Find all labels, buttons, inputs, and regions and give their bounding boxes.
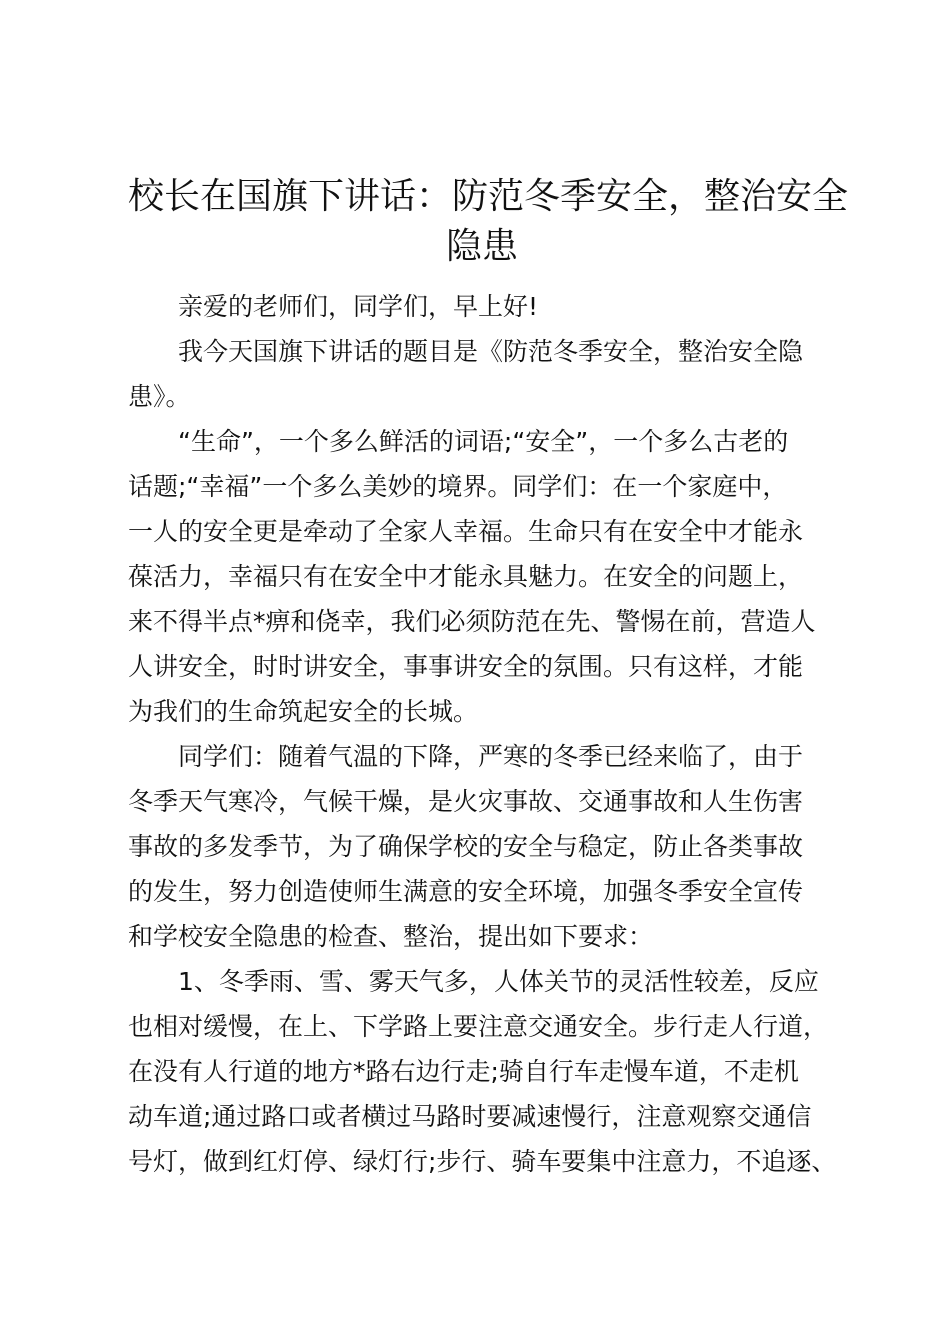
text-line: 冬季天气寒冷，气候干燥，是火灾事故、交通事故和人生伤害 [128,787,804,816]
text-line: “生命”，一个多么鲜活的词语;“安全”，一个多么古老的 [178,427,789,456]
paragraph-winter [128,734,836,959]
text-line: 事故的多发季节，为了确保学校的安全与稳定，防止各类事故 [128,832,804,861]
text-line: 我今天国旗下讲话的题目是《防范冬季安全，整治安全隐 [178,337,804,366]
text-line: 葆活力，幸福只有在安全中才能永具魅力。在安全的问题上， [128,562,804,591]
document-page [128,172,849,1184]
paragraph-requirement-1 [128,959,836,1184]
text-line: 的发生，努力创造使师生满意的安全环境，加强冬季安全宣传 [128,877,804,906]
text-line: 在没有人行道的地方*路右边行走;骑自行车走慢车道，不走机 [128,1057,799,1086]
title-line: 校长在国旗下讲话：防范冬季安全，整治安全 [128,176,849,217]
text-line: 话题;“幸福”一个多么美妙的境界。同学们：在一个家庭中， [128,472,788,501]
title-line: 隐患 [445,226,518,267]
paragraph-life-safety [128,419,836,734]
paragraph-topic [128,329,836,419]
paragraph-greeting [128,284,836,329]
text-line: 动车道;通过路口或者横过马路时要减速慢行，注意观察交通信 [128,1102,812,1131]
text-line: 号灯，做到红灯停、绿灯行;步行、骑车要集中注意力，不追逐、 [128,1147,837,1176]
text-line: 亲爱的老师们，同学们，早上好! [178,292,539,321]
text-line: 同学们：随着气温的下降，严寒的冬季已经来临了，由于 [178,742,804,771]
document-body [128,284,836,1184]
text-line: 一人的安全更是牵动了全家人幸福。生命只有在安全中才能永 [128,517,804,546]
text-line: 也相对缓慢，在上、下学路上要注意交通安全。步行走人行道， [128,1012,829,1041]
text-line: 人讲安全，时时讲安全，事事讲安全的氛围。只有这样，才能 [128,652,804,681]
text-line: 为我们的生命筑起安全的长城。 [128,697,479,726]
document-title [128,172,849,272]
text-line: 1、冬季雨、雪、雾天气多，人体关节的灵活性较差，反应 [178,967,819,996]
text-line: 和学校安全隐患的检查、整治，提出如下要求： [128,922,654,951]
text-line: 患》。 [128,382,191,411]
text-line: 来不得半点*痹和侥幸，我们必须防范在先、警惕在前，营造人 [128,607,816,636]
